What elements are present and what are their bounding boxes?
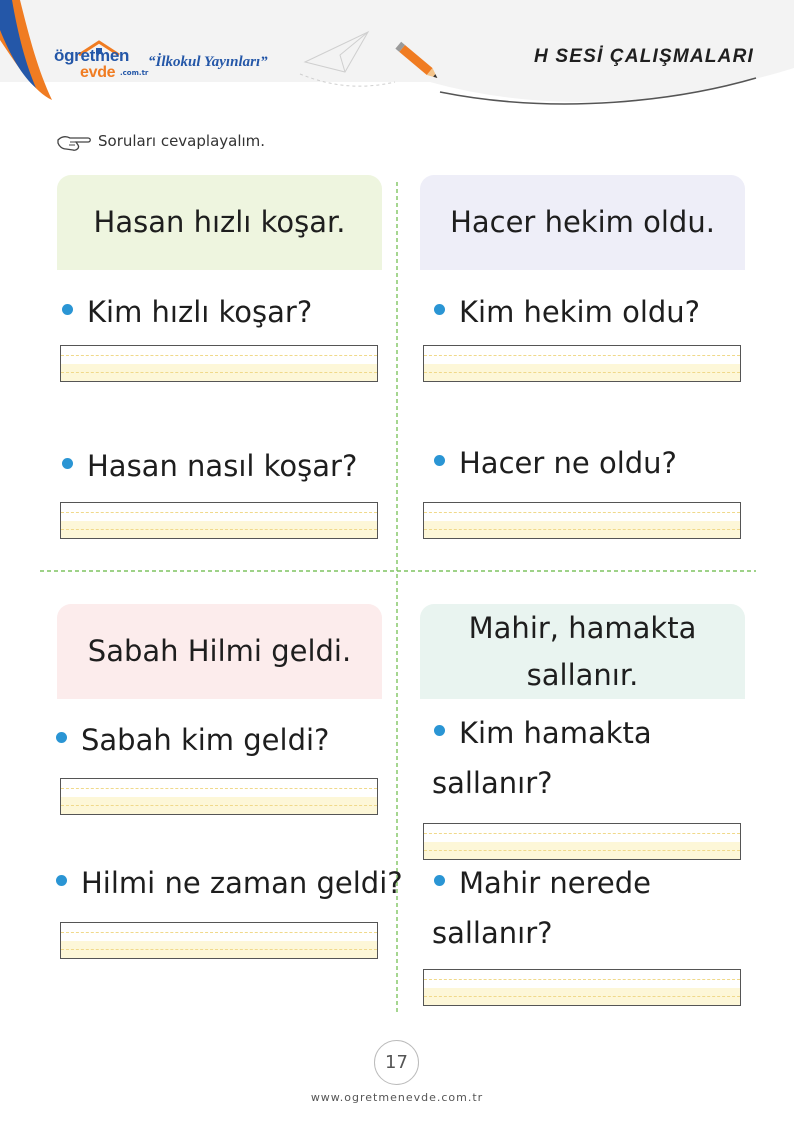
question-text: Sabah kim geldi? xyxy=(81,723,330,757)
sentence-text: Sabah Hilmi geldi. xyxy=(87,634,352,668)
question-text: Hacer ne oldu? xyxy=(459,446,677,480)
bullet-dot xyxy=(62,458,73,469)
question-text-line-1: Mahir nerede xyxy=(459,866,651,900)
question-continuation: sallanır? xyxy=(432,916,553,950)
bullet-dot xyxy=(434,875,445,886)
footer-url: www.ogretmenevde.com.tr xyxy=(310,1091,484,1104)
sentence-box xyxy=(420,604,745,699)
logo-slogan: “İlkokul Yayınları” xyxy=(148,54,268,70)
question xyxy=(434,287,700,337)
sentence-box xyxy=(57,175,382,270)
bullet-dot xyxy=(434,725,445,736)
logo-word-evde: evde xyxy=(80,64,116,81)
answer-line[interactable] xyxy=(60,502,378,539)
question xyxy=(56,858,403,908)
question-text: Kim hekim oldu? xyxy=(459,295,701,329)
sentence-line-2: sallanır. xyxy=(526,657,639,692)
page-title: H SESİ ÇALIŞMALARI xyxy=(533,46,754,67)
bullet-dot xyxy=(434,304,445,315)
question xyxy=(434,708,652,758)
answer-line[interactable] xyxy=(423,969,741,1006)
answer-line[interactable] xyxy=(423,823,741,860)
logo-domain: .com.tr xyxy=(120,69,149,77)
question-continuation: sallanır? xyxy=(432,766,553,800)
sentence-box xyxy=(420,175,745,270)
answer-line[interactable] xyxy=(60,345,378,382)
question xyxy=(62,287,312,337)
question-text-line-1: Kim hamakta xyxy=(459,716,652,750)
answer-line[interactable] xyxy=(423,345,741,382)
logo-word-ogretmen: ögretmen xyxy=(54,46,130,65)
question-text: Hasan nasıl koşar? xyxy=(87,449,358,483)
question xyxy=(56,715,329,765)
sentence-text: Hasan hızlı koşar. xyxy=(93,205,346,239)
sentence-box xyxy=(57,604,382,699)
answer-line[interactable] xyxy=(60,778,378,815)
bullet-dot xyxy=(56,732,67,743)
bullet-dot xyxy=(434,455,445,466)
bullet-dot xyxy=(56,875,67,886)
sentence-line-1: Mahir, hamakta xyxy=(468,610,697,645)
question xyxy=(434,858,651,908)
answer-line[interactable] xyxy=(423,502,741,539)
question xyxy=(434,438,677,488)
sentence-text: Hacer hekim oldu. xyxy=(450,205,715,239)
answer-line[interactable] xyxy=(60,922,378,959)
instruction-text: Soruları cevaplayalım. xyxy=(98,132,266,150)
bullet-dot xyxy=(62,304,73,315)
question-text: Hilmi ne zaman geldi? xyxy=(81,866,403,900)
question xyxy=(62,441,357,491)
question-text: Kim hızlı koşar? xyxy=(87,295,313,329)
page-number: 17 xyxy=(374,1040,419,1085)
